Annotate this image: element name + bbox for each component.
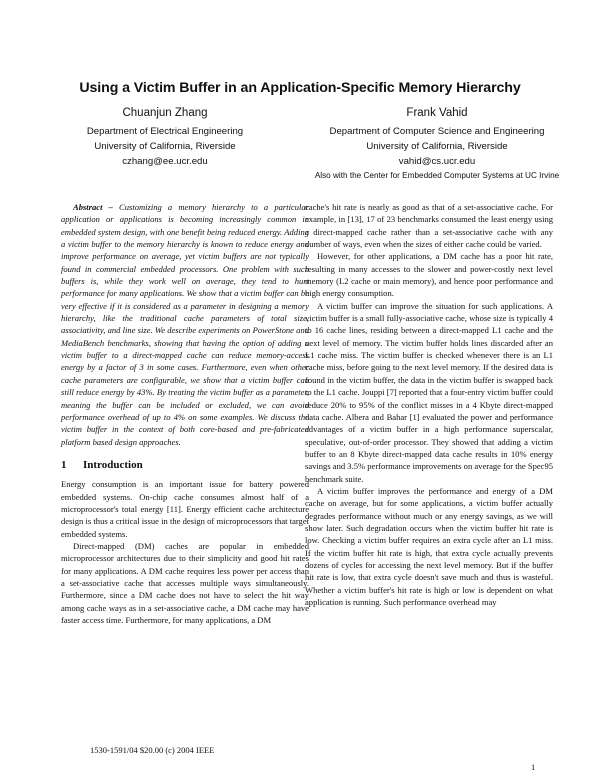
paragraph: cache's hit rate is nearly as good as that of a set-associative cache. For example, in [13], 17 of 23 benchmarks consumed the least energy using a direct-mapped cache rather than a set-associative cache with any number of ways, even when the sizes of either cache could be varied. [305,202,553,250]
section-number: 1 [61,458,67,471]
abstract-label: Abstract – [73,202,113,212]
right-column [305,201,553,608]
section-title: Introduction [83,458,143,471]
paragraph: A victim buffer can improve the situation for such applications. A victim buffer is a small fully-associative cache, whose size is typically 4 to 16 cache lines, residing between a direct-mapped L1 cache and the next level of memory. The victim buffer holds lines discarded after an L1 cache miss. The victim buffer is checked whenever there is an L1 cache miss, before going to the next level memory. If the desired data is found in the victim buffer, the data in the victim buffer is swapped back to the L1 cache. Jouppi [7] reported that a four-entry victim buffer could reduce 20% to 95% of the conflict misses in a 4 Kbyte direct-mapped data cache. Albera and Bahar [1] evaluated the power and performance advantages of a victim buffer in a high performance superscalar, speculative, out-of-order processor. They showed that adding a victim buffer to an 8 Kbyte direct-mapped data cache results in 10% energy savings and 3.5% performance improvements on average for the Spec95 benchmark suite. [305,300,553,484]
paragraph: Direct-mapped (DM) caches are popular in embedded microprocessor architectures due to their simplicity and good hit rates for many applications. A DM cache requires less power per access than a set-associative cache that accesses multiple ways simultaneously. Furthermore, since a DM cache does not have to select the hit way among cache ways as in a set-associative cache, a DM cache may have faster access time. Furthermore, for many applications, a DM [61,540,309,625]
author-block-vahid [302,106,572,182]
section-heading [61,459,309,471]
paragraph: However, for other applications, a DM cache has a poor hit rate, resulting in many accesses to the slower and power-costly next level memory (L2 cache or main memory), and hence poor performance and high energy consumption. [305,251,553,299]
page-number: 1 [531,762,536,772]
author-university: University of California, Riverside [366,141,508,152]
author-block-zhang [30,106,300,169]
left-column [61,201,309,626]
author-department: Department of Computer Science and Engineering [329,126,545,137]
abstract-text: Customizing a memory hierarchy to a particular application or applications is becoming increasingly common in embedded system design, with one benefit being reduced energy. Adding a victim buffer to the memory hierarchy is known to reduce energy and improve performance on average, yet victim buffers are not typically found in commercial embedded processors. One problem with such buffers is, while they work well on average, they tend to hurt performance for many applications. We show that a victim buffer can be very effective if it is considered as a parameter in designing a memory hierarchy, like the traditional cache parameters of total size, associativity, and line size. We describe experiments on PowerStone and MediaBench benchmarks, showing that having the option of adding a victim buffer to a direct-mapped cache can reduce memory-access energy by a factor of 3 in some cases. Furthermore, even when other cache parameters are configurable, we show that a victim buffer can still reduce energy by 43%. By treating the victim buffer as a parameter, meaning the buffer can be included or excluded, we can avoid performance overhead of up to 4% on some examples. We discuss the victim buffer in the context of both core-based and pre-fabricated platform based design approaches. [61,202,309,447]
author-email: czhang@ee.ucr.edu [122,156,208,167]
paper-title: Using a Victim Buffer in an Application-Specific Memory Hierarchy [79,80,521,96]
author-affiliation-note: Also with the Center for Embedded Computer Systems at UC Irvine [314,171,560,180]
author-email: vahid@cs.ucr.edu [398,156,476,167]
author-name: Frank Vahid [406,107,468,119]
copyright-footer: 1530-1591/04 $20.00 (c) 2004 IEEE [90,745,215,755]
paragraph: A victim buffer improves the performance and energy of a DM cache on average, but for some applications, a victim buffer actually degrades performance without much or any energy savings, as we will show later. Such degradation occurs when the victim buffer hit rate is low. Checking a victim buffer requires an extra cycle after an L1 miss. If the victim buffer hit rate is high, that extra cycle actually prevents dozens of cycles for accessing the next level memory. But if the buffer hit rate is low, that extra cycle doesn't save much and thus is wasteful. Whether a victim buffer's hit rate is high or low is dependent on what application is running. Such performance overhead may [305,485,553,607]
author-department: Department of Electrical Engineering [86,126,244,137]
author-university: University of California, Riverside [94,141,236,152]
abstract [61,201,309,448]
author-name: Chuanjun Zhang [122,107,208,119]
paragraph: Energy consumption is an important issue for battery powered embedded systems. On-chip cache consumes almost half of a microprocessor's total energy [11]. Energy efficient cache architecture design is thus a critical issue in the design of microprocessors that target embedded systems. [61,479,309,539]
